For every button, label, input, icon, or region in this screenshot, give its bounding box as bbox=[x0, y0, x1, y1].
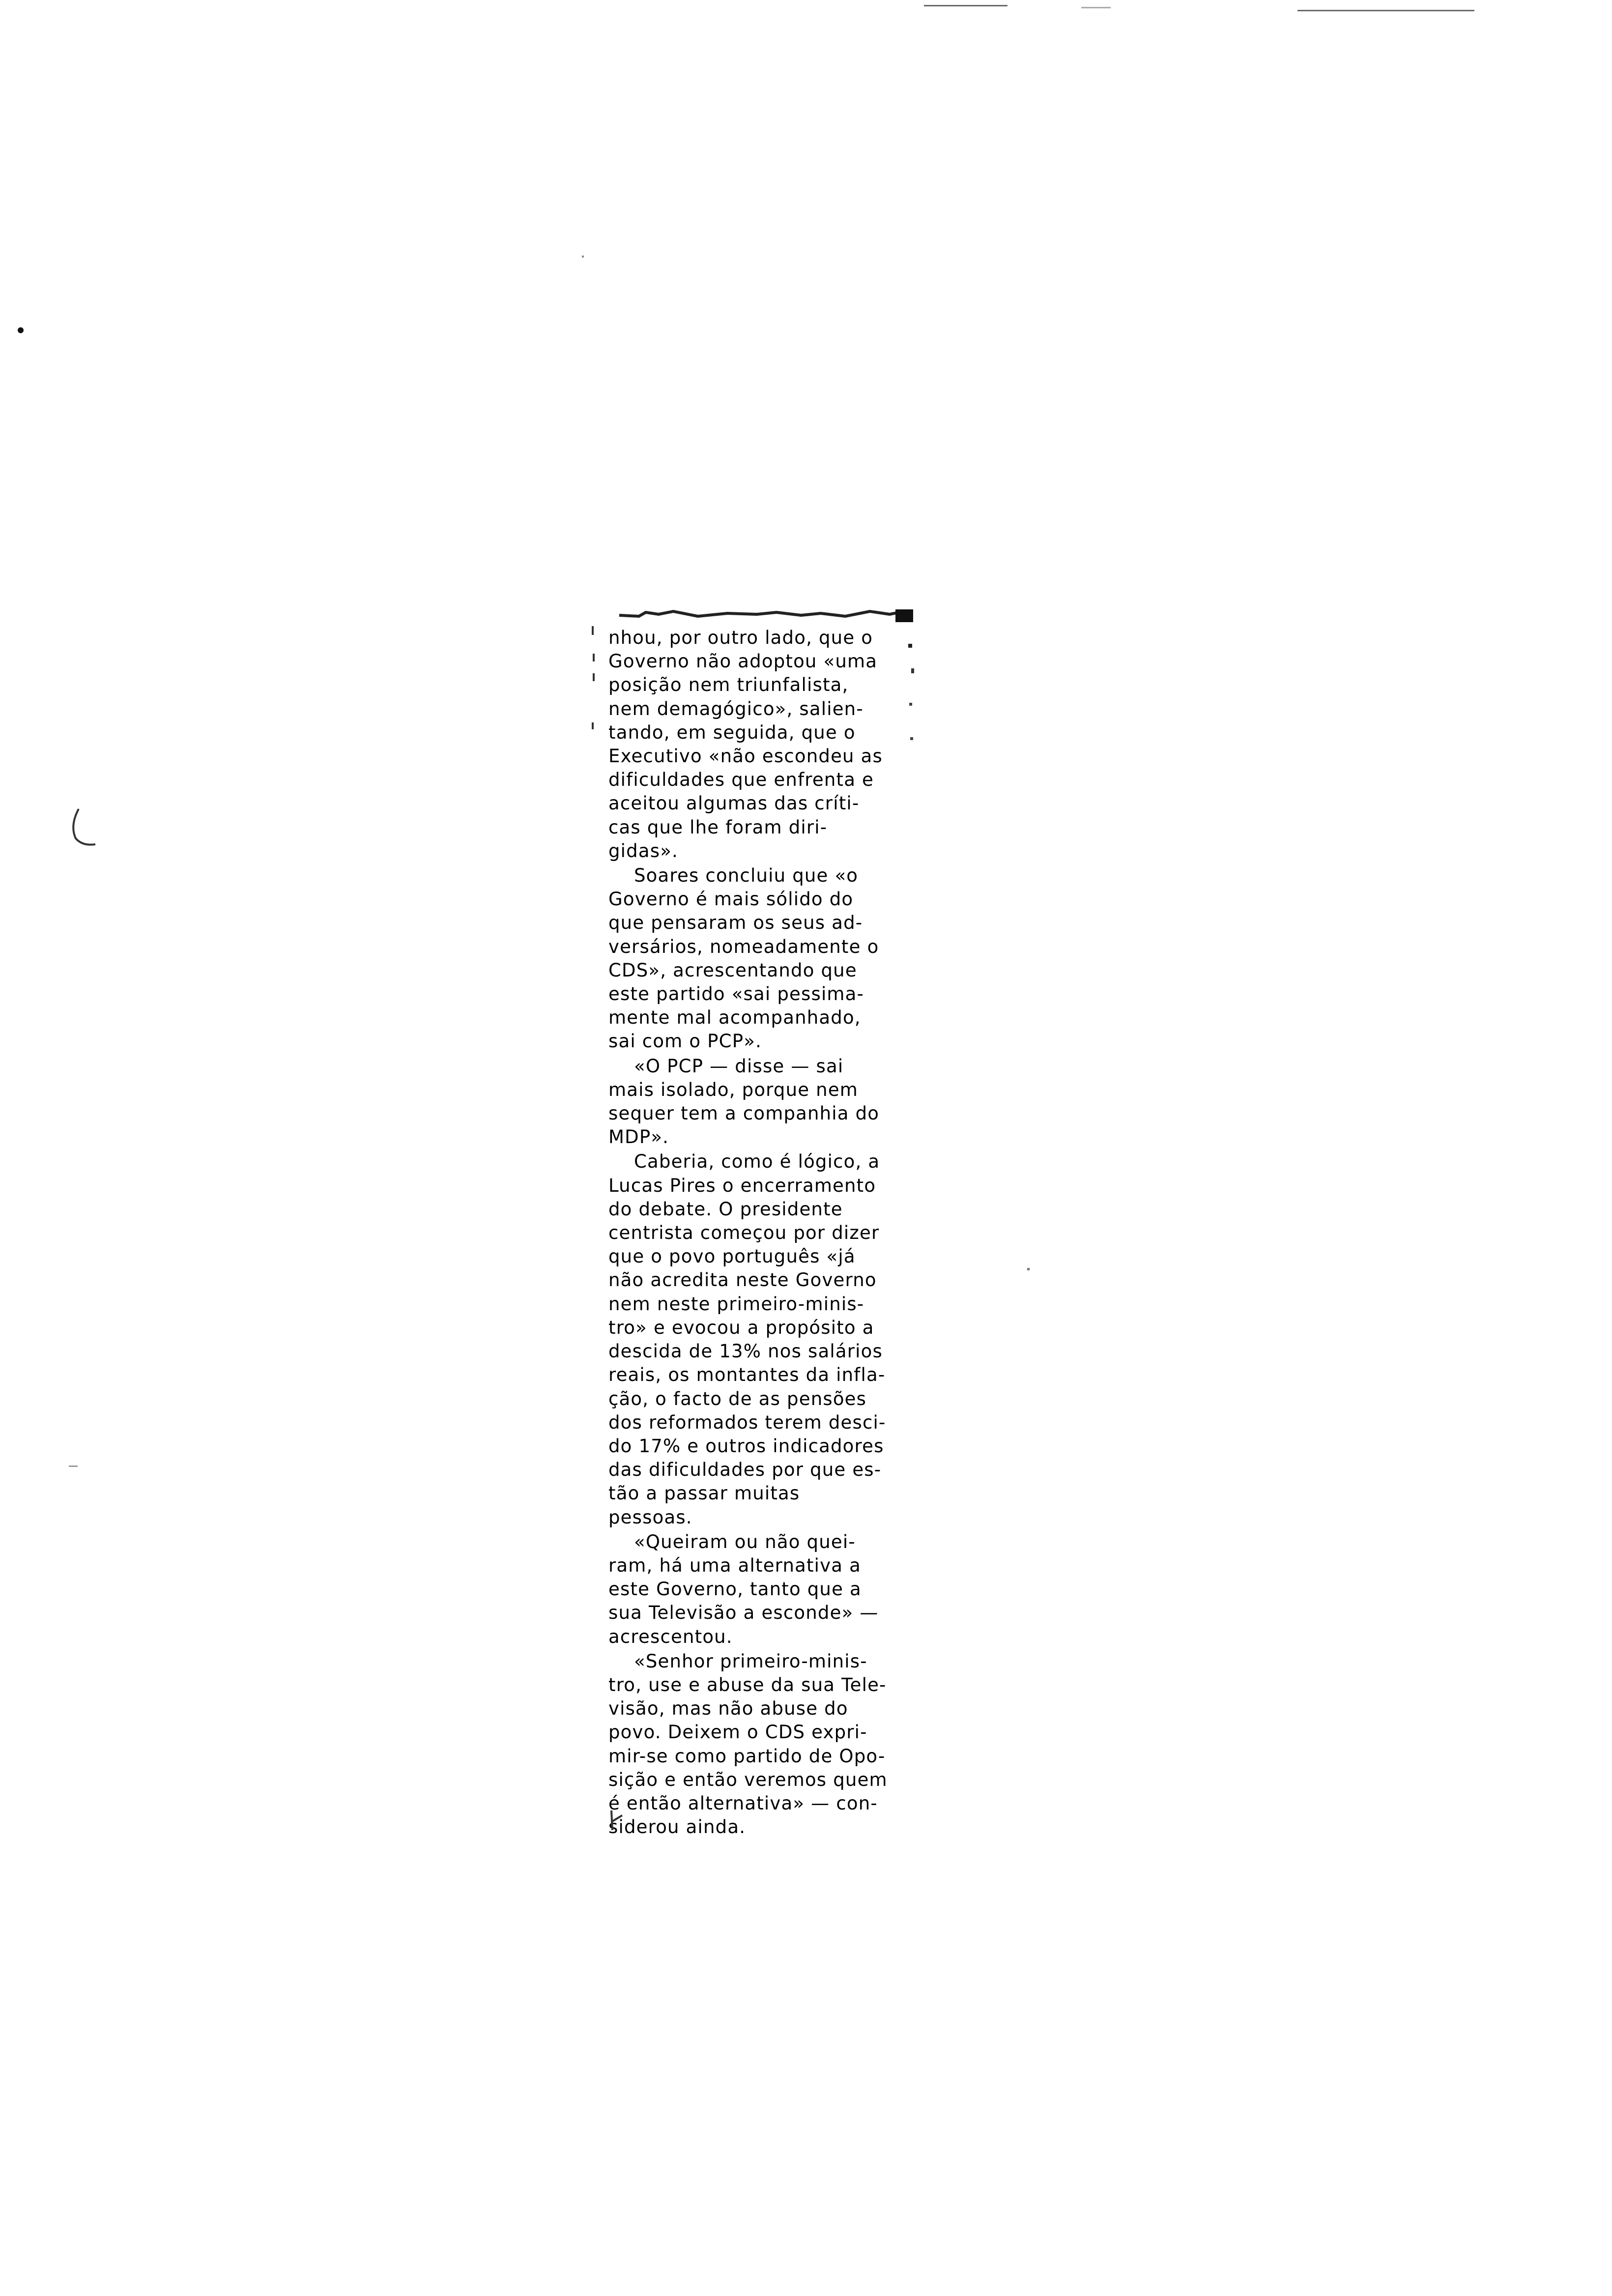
article-column bbox=[608, 626, 908, 1839]
article-paragraph: «O PCP — disse — sai mais isolado, porque nem sequer tem a companhia do MDP». bbox=[608, 1055, 880, 1148]
clipping-left-edge-noise bbox=[590, 624, 598, 850]
scan-artifact-line bbox=[1081, 7, 1111, 8]
article-paragraph: nhou, por outro lado, que o Governo não adoptou «uma posição nem triunfalista, nem demagógico», salien- tando, em seguida, que o Executivo «não escondeu as dificuldades que enfrenta e aceitou algumas das críti- cas que lhe foram diri- gidas». bbox=[608, 627, 883, 861]
scan-artifact-tick bbox=[607, 1808, 627, 1833]
newspaper-clipping bbox=[604, 609, 919, 1848]
scan-artifact-bracket bbox=[59, 806, 98, 850]
article-paragraph: «Senhor primeiro-minis- tro, use e abuse da sua Tele- visão, mas não abuse do povo. Deixem o CDS expri- mir-se como partido de Opo- sição e então veremos quem é então alternativa» — con- siderou ainda. bbox=[608, 1650, 888, 1838]
article-paragraph: «Queiram ou não quei- ram, há uma alternativa a este Governo, tanto que a sua Televisão a esconde» — acrescentou. bbox=[608, 1531, 879, 1647]
article-paragraph: Caberia, como é lógico, a Lucas Pires o encerramento do debate. O presidente centrista começou por dizer que o povo português «já não acredita neste Governo nem neste primeiro-minis- tro» e evocou a propósito a descida de 13% nos salários reais, os montantes da infla- ção, o facto de as pensões dos reformados terem desci- do 17% e outros indicadores das dificuldades por que es- tão a passar muitas pessoas. bbox=[608, 1151, 886, 1528]
scan-artifact-line bbox=[1297, 10, 1474, 11]
scan-artifact-speck bbox=[582, 256, 584, 258]
scan-artifact-line bbox=[69, 1465, 78, 1467]
torn-top-edge bbox=[614, 609, 919, 622]
scan-artifact-speck bbox=[1027, 1268, 1030, 1270]
scan-artifact-line bbox=[924, 5, 1008, 6]
scan-artifact-dot bbox=[18, 327, 24, 333]
clipping-right-edge-noise bbox=[906, 629, 921, 826]
article-paragraph: Soares concluiu que «o Governo é mais sólido do que pensaram os seus ad- versários, nomeadamente o CDS», acrescentando que este partido «sai pessima- mente mal acompanhado, sai com o PCP». bbox=[608, 865, 879, 1052]
